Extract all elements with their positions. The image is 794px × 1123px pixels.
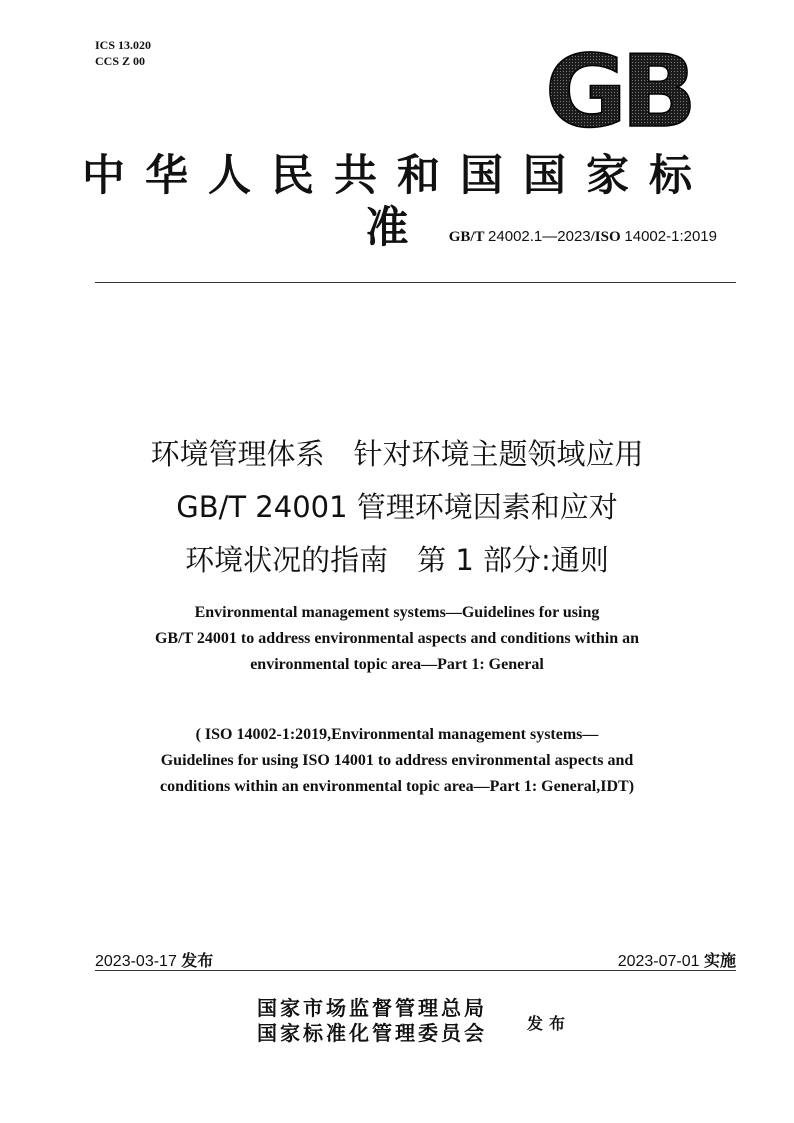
- title-en-line-2: GB/T 24001 to address environmental aspects and conditions within an: [154, 630, 640, 647]
- title-english: [60, 600, 734, 678]
- header-divider: [95, 282, 736, 283]
- issuing-authorities: [257, 996, 487, 1046]
- issuer-samr: 国家市场监督管理总局: [257, 996, 487, 1020]
- orig-line-2: Guidelines for using ISO 14001 to address environmental aspects and: [160, 752, 634, 769]
- ics-code: ICS 13.020: [95, 38, 152, 52]
- gb-logo-text: GB: [544, 46, 692, 132]
- title-cn-line-2: GB/T 24001 管理环境因素和应对: [176, 490, 618, 524]
- publish-label: 发布: [527, 1014, 572, 1033]
- title-cn-line-3: 环境状况的指南 第 1 部分:通则: [185, 543, 609, 577]
- issuer-sac: 国家标准化管理委员会: [257, 1021, 487, 1045]
- orig-line-3: conditions within an environmental topic area—Part 1: General,IDT): [159, 778, 635, 795]
- footer-divider: [95, 970, 736, 971]
- title-chinese: [60, 428, 734, 587]
- orig-line-1: ( ISO 14002-1:2019,Environmental management systems—: [195, 726, 599, 743]
- effective-date: 2023-07-01 实施: [617, 953, 736, 970]
- classification-codes: [95, 37, 151, 69]
- ccs-code: CCS Z 00: [95, 54, 146, 68]
- original-standard-reference: [60, 722, 734, 800]
- national-standard-label: 中华人民共和国国家标准: [82, 151, 712, 253]
- issue-date: 2023-03-17 发布: [95, 953, 214, 970]
- title-cn-line-1: 环境管理体系 针对环境主题领域应用: [150, 437, 644, 471]
- title-en-line-1: Environmental management systems—Guidelines for using: [194, 604, 600, 621]
- standard-number: GB/T 24002.1—2023/ISO 14002-1:2019: [448, 228, 717, 245]
- gb-logo: [538, 46, 698, 132]
- title-en-line-3: environmental topic area—Part 1: General: [250, 656, 544, 673]
